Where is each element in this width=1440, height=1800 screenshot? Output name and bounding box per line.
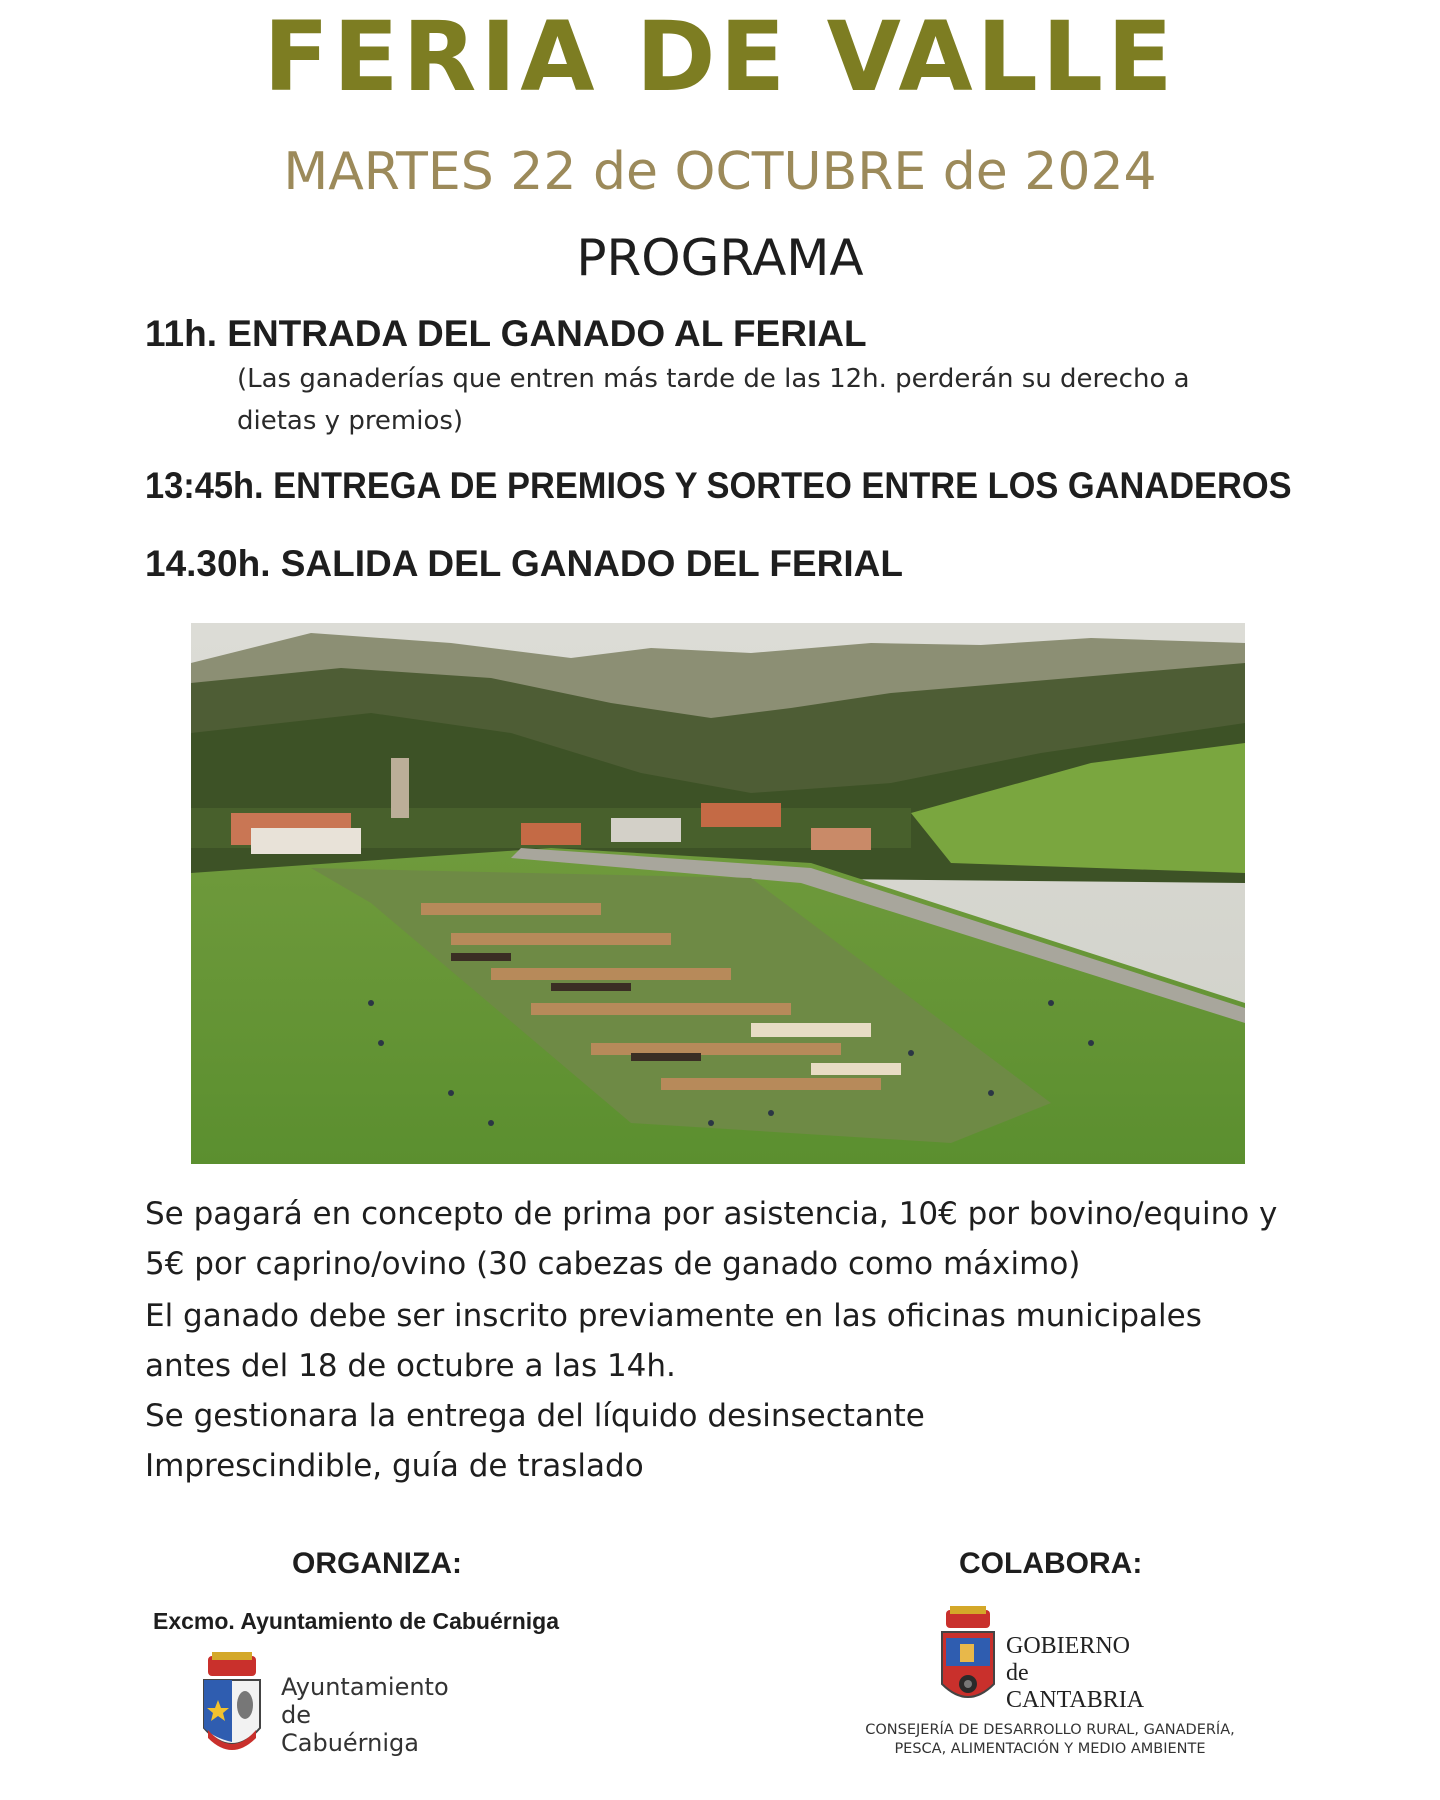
program-item-entrada-note: (Las ganaderías que entren más tarde de las 12h. perderán su derecho a dietas y premios) xyxy=(237,364,1190,436)
info-line-inscripcion-1: El ganado debe ser inscrito previamente en las oficinas municipales xyxy=(145,1298,1202,1334)
fairground-aerial-photo xyxy=(191,623,1245,1164)
programa-heading: PROGRAMA xyxy=(576,229,864,287)
organizer-name: Excmo. Ayuntamiento de Cabuérniga xyxy=(153,1608,559,1634)
ayto-logo-text xyxy=(281,1673,449,1757)
ayto-logo-line-3: Cabuérniga xyxy=(281,1729,419,1757)
gob-line-1: GOBIERNO xyxy=(1006,1633,1130,1659)
program-item-entrada: 11h. ENTRADA DEL GANADO AL FERIAL xyxy=(145,313,867,354)
consejeria-line-2: PESCA, ALIMENTACIÓN Y MEDIO AMBIENTE xyxy=(894,1741,1206,1757)
info-line-desinsectante: Se gestionara la entrega del líquido desinsectante xyxy=(145,1398,925,1434)
gob-logo-text xyxy=(1006,1633,1144,1714)
info-line-prima-2: 5€ por caprino/ovino (30 cabezas de ganado como máximo) xyxy=(145,1246,1081,1282)
poster-title: FERIA DE VALLE xyxy=(263,1,1177,113)
organiza-label: ORGANIZA: xyxy=(292,1547,462,1580)
info-line-prima-1: Se pagará en concepto de prima por asistencia, 10€ por bovino/equino y xyxy=(145,1196,1278,1232)
colabora-label: COLABORA: xyxy=(959,1547,1143,1580)
cantabria-coat-of-arms-icon xyxy=(938,1604,998,1712)
info-line-guia: Imprescindible, guía de traslado xyxy=(145,1448,644,1484)
consejeria-text xyxy=(800,1721,1300,1759)
ayto-logo-line-2: de xyxy=(281,1701,311,1729)
consejeria-line-1: CONSEJERÍA DE DESARROLLO RURAL, GANADERÍA, xyxy=(865,1722,1235,1738)
event-date: MARTES 22 de OCTUBRE de 2024 xyxy=(283,142,1157,202)
gob-line-3: CANTABRIA xyxy=(1006,1687,1145,1713)
gob-line-2: de xyxy=(1006,1660,1029,1686)
program-item-salida: 14.30h. SALIDA DEL GANADO DEL FERIAL xyxy=(145,543,903,584)
cabuerniga-coat-of-arms-icon xyxy=(198,1650,266,1765)
ayto-logo-line-1: Ayuntamiento xyxy=(281,1673,449,1701)
info-line-inscripcion-2: antes del 18 de octubre a las 14h. xyxy=(145,1348,676,1384)
program-item-premios: 13:45h. ENTREGA DE PREMIOS Y SORTEO ENTRE LOS GANADEROS xyxy=(145,465,1292,506)
